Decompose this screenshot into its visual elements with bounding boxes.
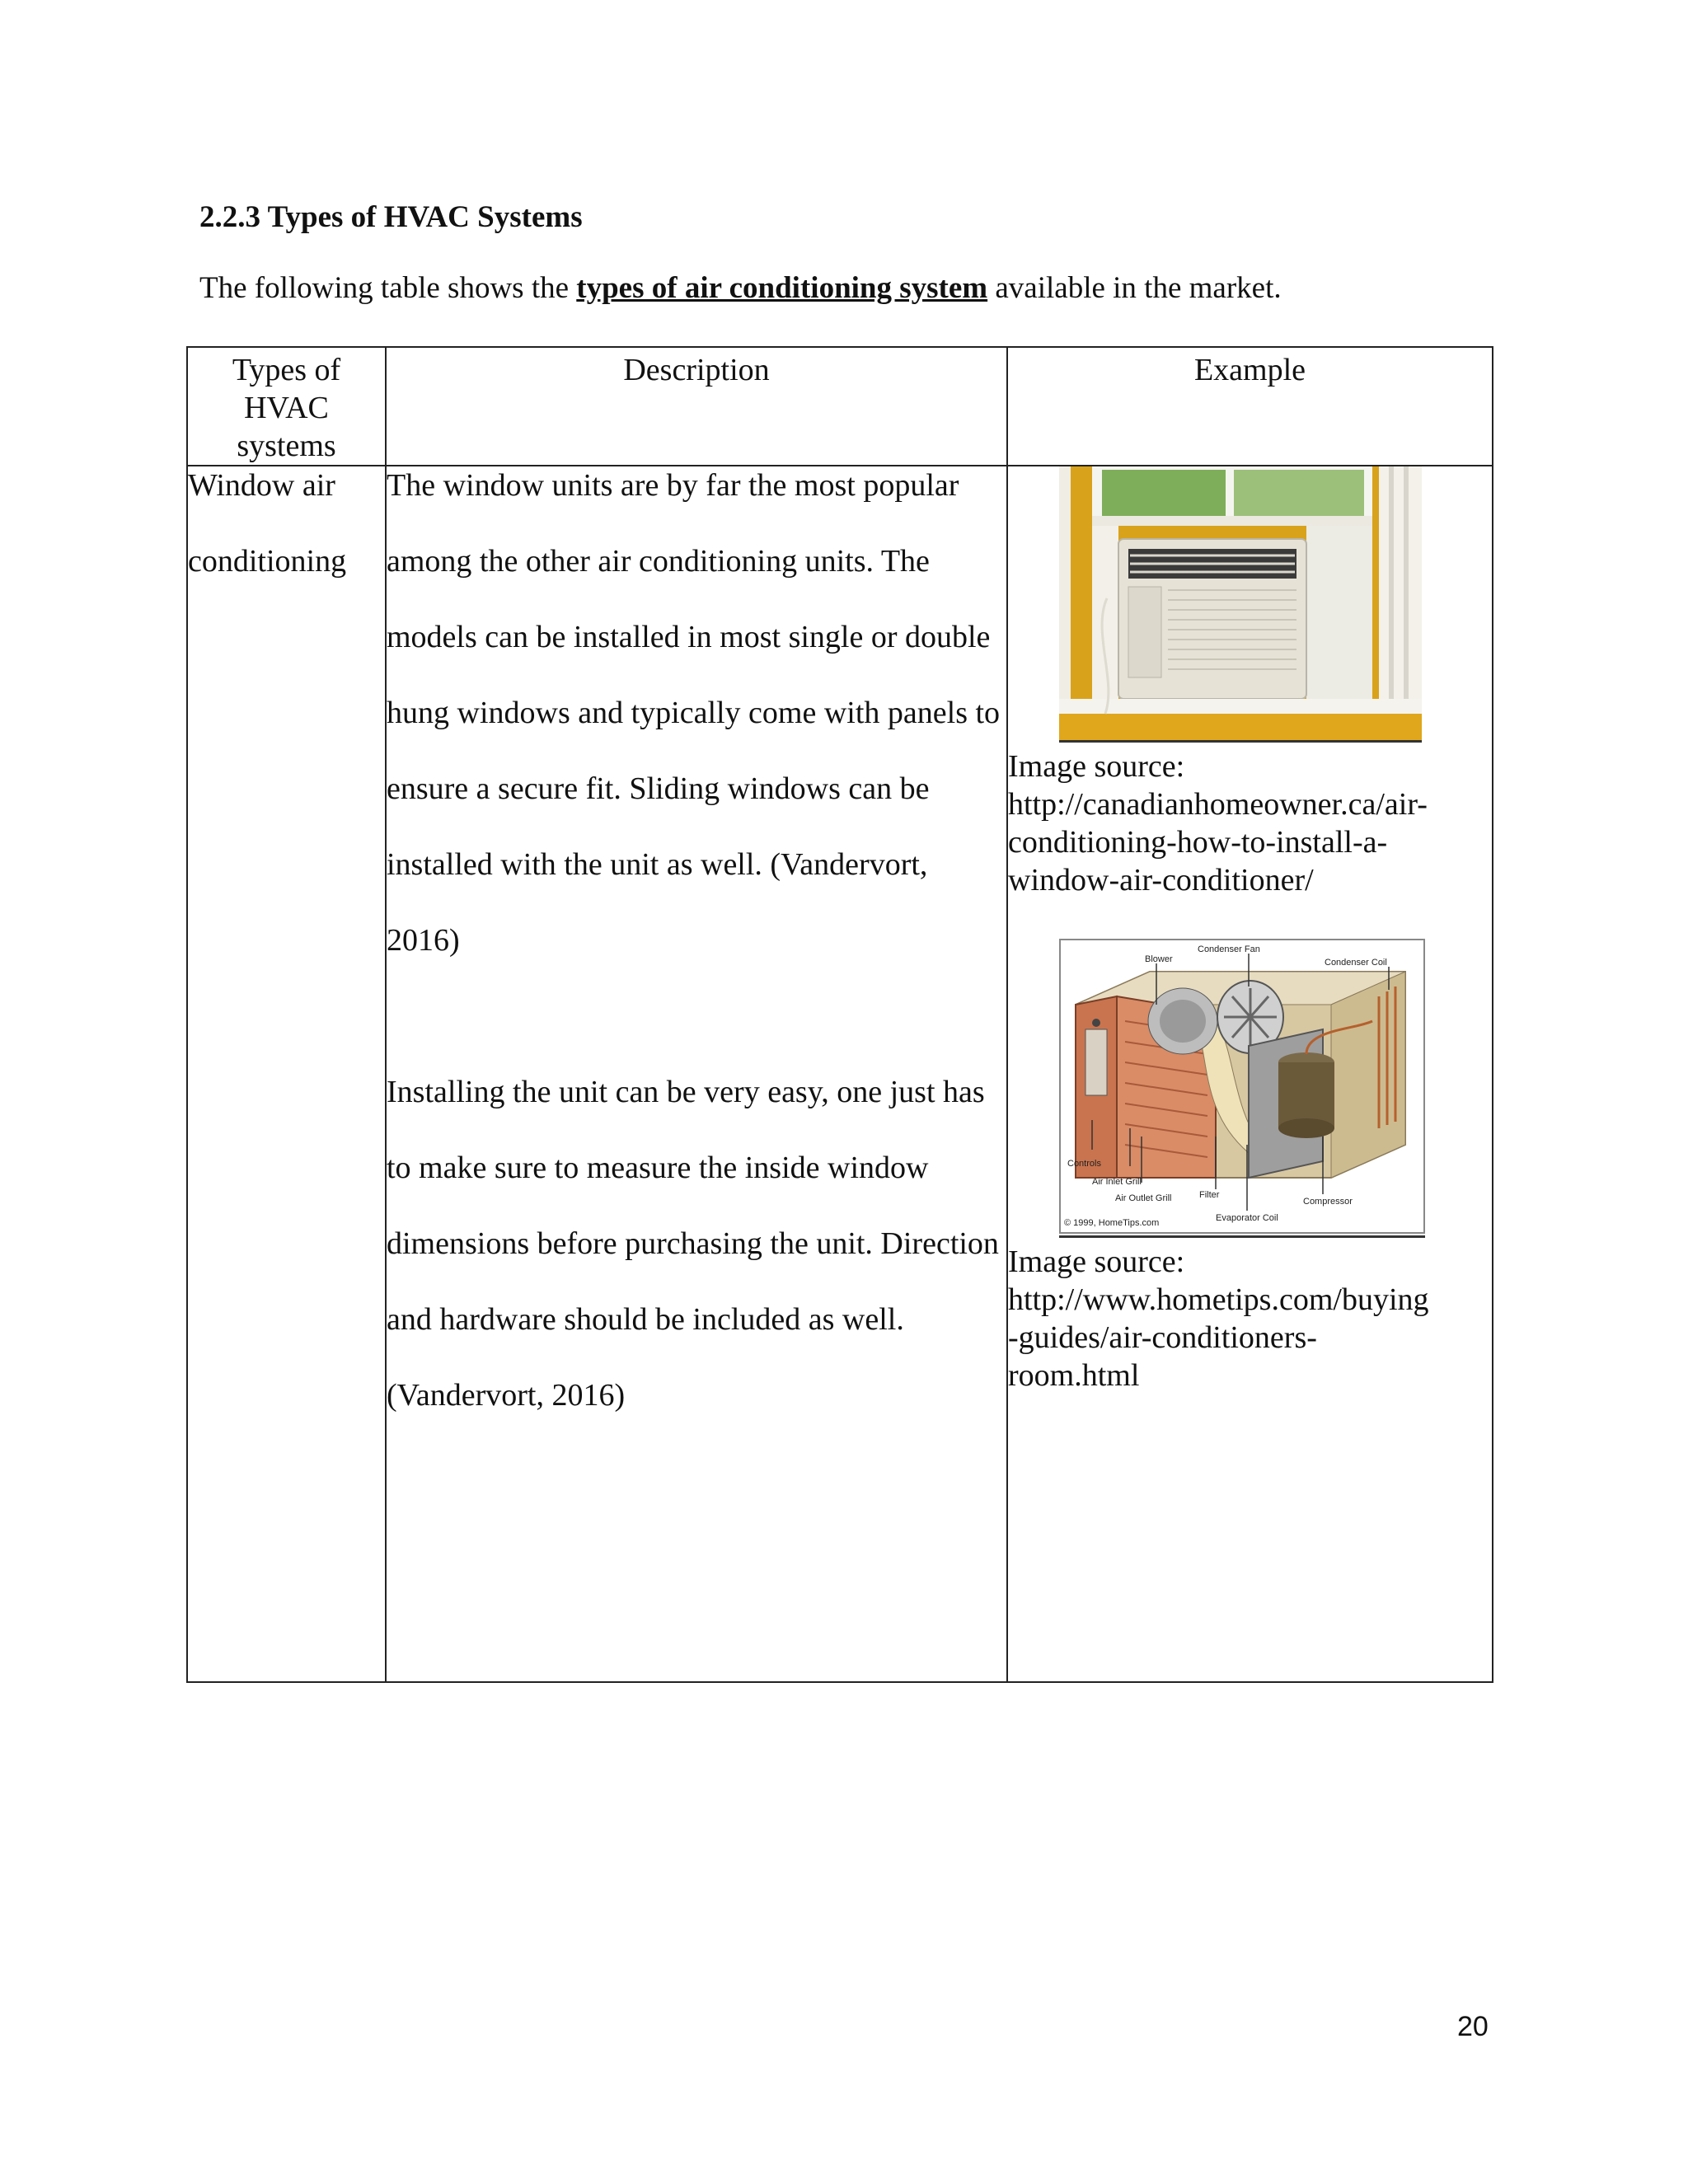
window-ac-cutaway-diagram <box>1059 939 1425 1238</box>
caption-link-line[interactable]: http://www.hometips.com/buying <box>1008 1282 1429 1317</box>
header-example-label: Example <box>1193 353 1306 387</box>
header-description-label: Description <box>623 353 770 387</box>
page-number: 20 <box>1457 2011 1489 2042</box>
label-compressor: Compressor <box>1303 1197 1353 1207</box>
label-blower: Blower <box>1145 954 1173 964</box>
caption-link-line[interactable]: window-air-conditioner/ <box>1008 863 1314 898</box>
type-name-line: Window air <box>188 468 335 503</box>
caption-line: Image source: <box>1008 1244 1185 1279</box>
header-types <box>187 347 386 466</box>
window-ac-photo <box>1059 466 1422 743</box>
description-paragraph-2: Installing the unit can be very easy, one just has to make sure to measure the inside window dimensions before purchasing the unit. Direction and hardware should be included as well. (Vandervort, 2016) <box>387 1075 999 1413</box>
intro-paragraph <box>199 270 1282 306</box>
table-row <box>187 466 1493 1682</box>
header-example <box>1007 347 1493 466</box>
label-filter: Filter <box>1199 1190 1220 1200</box>
header-types-line: systems <box>237 429 336 463</box>
image2-caption <box>1008 1243 1492 1394</box>
header-types-line: HVAC <box>244 391 329 425</box>
caption-link-line[interactable]: room.html <box>1008 1358 1140 1393</box>
type-cell <box>187 466 386 1682</box>
label-controls: Controls <box>1067 1159 1101 1169</box>
label-condenser-fan: Condenser Fan <box>1198 944 1260 954</box>
caption-link-line[interactable]: conditioning-how-to-install-a- <box>1008 825 1388 860</box>
example-cell <box>1007 466 1493 1682</box>
caption-line: Image source: <box>1008 749 1185 784</box>
intro-text-before: The following table shows the <box>199 271 577 305</box>
label-air-inlet-grill: Air Inlet Grill <box>1092 1177 1142 1187</box>
caption-link-line[interactable]: http://canadianhomeowner.ca/air- <box>1008 787 1428 822</box>
hvac-types-table <box>186 346 1493 1683</box>
intro-text-after: available in the market. <box>987 271 1282 305</box>
description-paragraph-1: The window units are by far the most popular among the other air conditioning units. The models can be installed in most single or double hung windows and typically come with panels to ensure a secure fit. Sliding windows can be installed with the unit as well. (Vandervort, 2016) <box>387 468 1001 958</box>
label-condenser-coil: Condenser Coil <box>1325 958 1387 968</box>
caption-link-line[interactable]: -guides/air-conditioners- <box>1008 1320 1317 1355</box>
label-air-outlet-grill: Air Outlet Grill <box>1115 1193 1172 1203</box>
intro-emphasis-link[interactable]: types of air conditioning system <box>576 271 988 305</box>
label-copyright: © 1999, HomeTips.com <box>1064 1218 1160 1228</box>
header-types-line: Types of <box>232 353 341 387</box>
image1-caption <box>1008 748 1492 899</box>
label-evaporator-coil: Evaporator Coil <box>1216 1213 1278 1223</box>
type-name-line: conditioning <box>188 544 347 579</box>
description-cell <box>386 466 1007 1682</box>
section-heading: 2.2.3 Types of HVAC Systems <box>199 200 583 234</box>
